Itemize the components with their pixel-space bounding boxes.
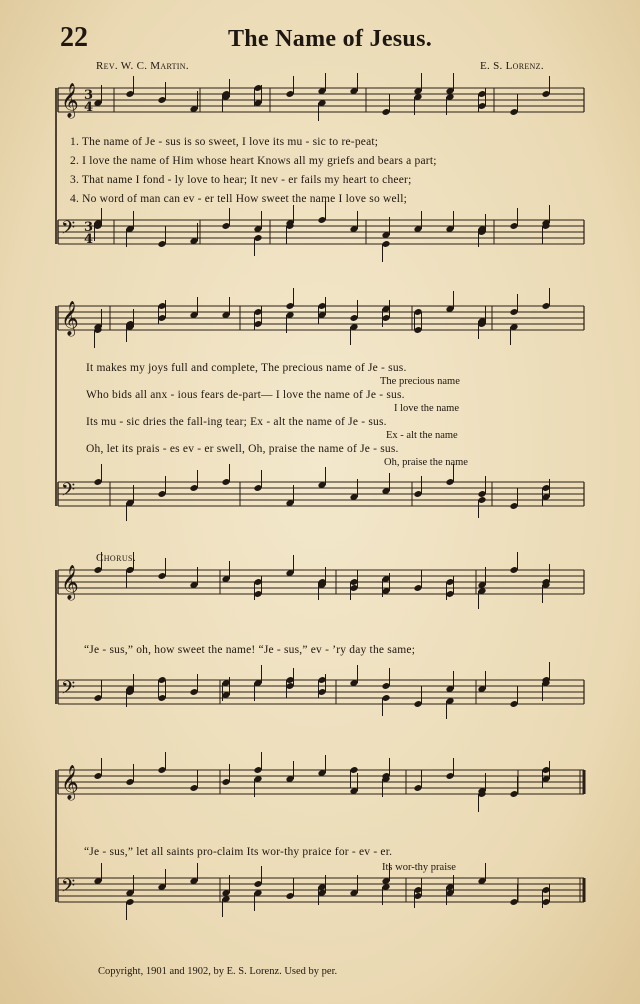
bass-clef: 𝄢 xyxy=(61,876,76,901)
verse-1: 1. The name of Je - sus is so sweet, I love its mu - sic to re-peat; xyxy=(70,136,379,148)
chorus-line-1: “Je - sus,” oh, how sweet the name! “Je - sus,” ev - ’ry day the same; xyxy=(84,644,416,656)
refrain-line-2: Who bids all anx - ious fears de-part— I love the name of Je - sus. xyxy=(86,389,405,401)
time-signature: 4 xyxy=(84,100,94,115)
bass-clef: 𝄢 xyxy=(61,678,76,703)
verse-4: 4. No word of man can ev - er tell How sweet the name I love so well; xyxy=(70,193,407,205)
refrain-line-1: It makes my joys full and complete, The precious name of Je - sus. xyxy=(86,362,407,374)
bass-clef: 𝄢 xyxy=(61,480,76,505)
copyright-notice: Copyright, 1901 and 1902, by E. S. Lorenz. Used by per. xyxy=(98,966,338,977)
chorus-echo: Its wor-thy praise xyxy=(382,862,456,873)
refrain-echo-2: I love the name xyxy=(394,403,460,414)
refrain-line-3: Its mu - sic dries the fall-ing tear; Ex - alt the name of Je - sus. xyxy=(86,416,387,428)
verse-3: 3. That name I fond - ly love to hear; It nev - er fails my heart to cheer; xyxy=(70,174,412,186)
treble-clef: 𝄞 xyxy=(61,765,79,800)
hymn-title: The Name of Jesus. xyxy=(227,26,433,52)
page-number: 22 xyxy=(60,22,88,53)
bass-clef: 𝄢 xyxy=(61,218,76,243)
refrain-echo-3: Ex - alt the name xyxy=(386,430,458,441)
chorus-label: Chorus. xyxy=(96,552,137,564)
refrain-echo-1: The precious name xyxy=(380,376,460,387)
chorus-line-2: “Je - sus,” let all saints pro-claim Its wor-thy praice for - ev - er. xyxy=(84,846,393,858)
time-signature: 4 xyxy=(84,232,94,247)
refrain-echo-4: Oh, praise the name xyxy=(384,457,468,468)
treble-clef: 𝄞 xyxy=(61,83,79,118)
composer-credit: E. S. Lorenz. xyxy=(480,60,544,72)
time-signature: 3 xyxy=(84,88,94,103)
treble-clef: 𝄞 xyxy=(61,301,79,336)
lyricist-credit: Rev. W. C. Martin. xyxy=(96,60,189,72)
refrain-line-4: Oh, let its prais - es ev - er swell, Oh, praise the name of Je - sus. xyxy=(86,443,399,455)
time-signature: 3 xyxy=(84,220,94,235)
verse-2: 2. I love the name of Him whose heart Knows all my griefs and bears a part; xyxy=(70,155,437,167)
treble-clef: 𝄞 xyxy=(61,565,79,600)
